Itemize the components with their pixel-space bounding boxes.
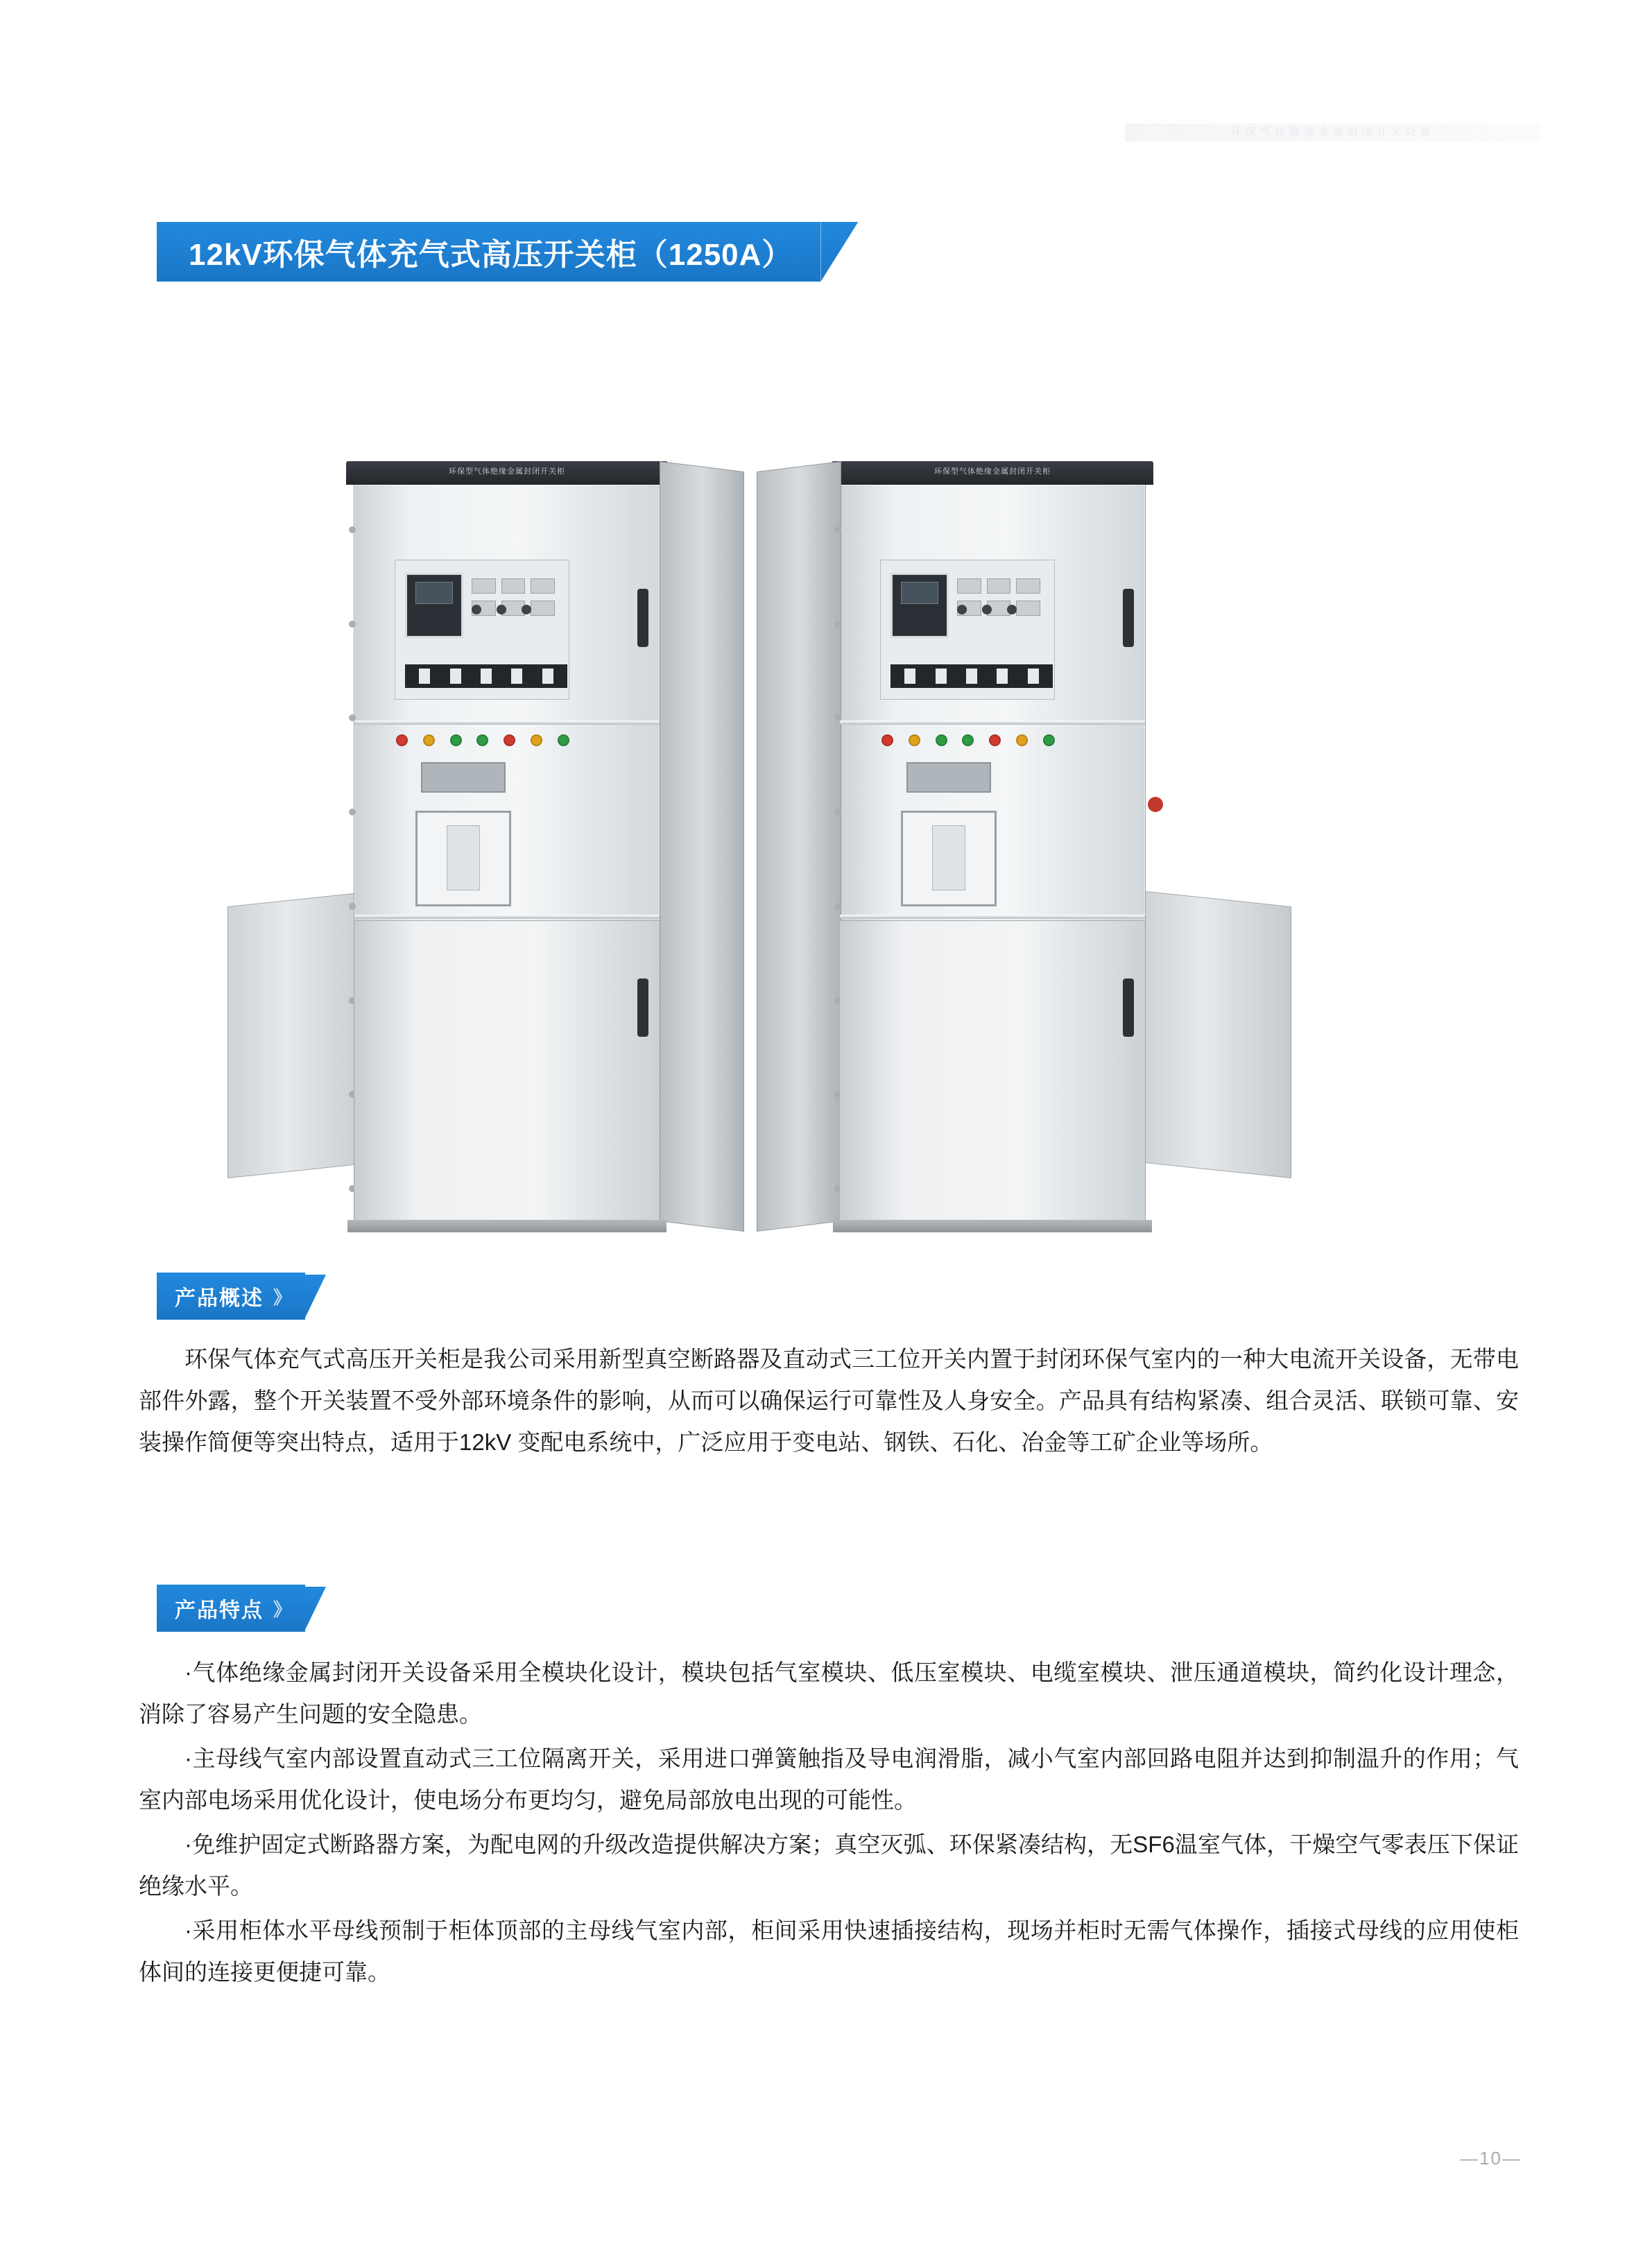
cabinet-right-side-extension [1144,891,1291,1178]
paragraph: ·主母线气室内部设置直动式三工位隔离开关，采用进口弹簧触指及导电润滑脂，减小气室内部回路电阻并达到抑制温升的作用；气室内部电场采用优化设计，使电场分布更均匀，避免局部放电出现的可能性。 [139,1746,1519,1813]
chevron-right-icon: 》 [273,1286,293,1308]
protection-relay-icon-right [890,573,949,638]
cabinet-right-body [839,467,1146,1221]
title-banner-tail [820,222,858,282]
product-photo [333,374,1325,1221]
switchgear-cabinet-left [354,467,660,1221]
cabinet-left-upper-handle [637,589,648,647]
cabinet-left-view-window [421,762,506,793]
cabinet-left-terminal-strip [405,664,567,688]
section-heading-overview-tail [305,1275,326,1318]
cabinet-right-lower-handle [1123,979,1134,1037]
cabinet-right-top-cap [832,461,1153,485]
section-heading-features [157,1587,326,1630]
cabinet-left-side-panel [660,461,744,1232]
section-heading-overview-label [157,1273,305,1320]
cabinet-left-seam-upper [354,721,660,725]
page-number: —10— [1460,2148,1522,2169]
cabinet-right-indicator-dots [957,605,1017,614]
cabinet-right-seam-lower [840,915,1145,919]
cabinet-right-seam-upper [840,721,1145,725]
paragraph: ·气体绝缘金属封闭开关设备采用全模块化设计，模块包括气室模块、低压室模块、电缆室模块、泄压通道模块，简约化设计理念，消除了容易产生问题的安全隐患。 [139,1660,1519,1727]
page-title: 12kV环保气体充气式高压开关柜（1250A） [189,238,793,272]
cabinet-left-body [354,467,660,1221]
page-title-banner [157,222,858,282]
section-body-overview [139,1338,1519,1466]
cabinet-top-label-right: 环保型气体绝缘金属封闭开关柜 [934,467,1051,476]
cabinet-left-cable-compartment-door [354,920,660,1221]
section-heading-overview [157,1275,326,1318]
section-features-title: 产品特点 [175,1599,264,1622]
protection-relay-icon [405,573,463,638]
cabinet-right-side-panel [757,461,841,1232]
cabinet-right-terminal-strip [890,664,1053,688]
cabinet-right-upper-handle [1123,589,1134,647]
cabinet-left-relay-panel [395,560,569,700]
chevron-right-icon: 》 [273,1598,293,1620]
cabinet-left-top-cap [346,461,668,485]
cabinet-right-indicator-row [881,734,1055,746]
emergency-stop-icon [1148,797,1163,812]
paragraph: ·免维护固定式断路器方案，为配电网的升级改造提供解决方案；真空灭弧、环保紧凑结构，无SF6温室气体，干燥空气零表压下保证绝缘水平。 [139,1832,1519,1899]
cabinet-left-seam-lower [354,915,660,919]
cabinet-right-operation-window [901,811,997,906]
cabinet-right-view-window [906,762,991,793]
paragraph: 环保气体充气式高压开关柜是我公司采用新型真空断路器及直动式三工位开关内置于封闭环保气室内的一种大电流开关设备，无带电部件外露，整个开关装置不受外部环境条件的影响，从而可以确保运行可靠性及人身安全。产品具有结构紧凑、组合灵活、联锁可靠、安装操作简便等突出特点，适用于12kV 变配电系统中，广泛应用于变电站、钢铁、石化、冶金等工矿企业等场所。 [139,1346,1519,1455]
title-bar [157,222,820,282]
section-heading-features-tail [305,1587,326,1630]
section-overview-title: 产品概述 [175,1287,264,1310]
cabinet-right-cable-compartment-door [840,920,1145,1221]
cabinet-right-relay-panel [880,560,1055,700]
section-heading-features-label [157,1585,305,1632]
cabinet-left-indicator-dots [472,605,531,614]
paragraph: ·采用柜体水平母线预制于柜体顶部的主母线气室内部，柜间采用快速插接结构，现场并柜时无需气体操作，插接式母线的应用使柜体间的连接更便捷可靠。 [139,1917,1519,1985]
switchgear-cabinet-right [839,467,1146,1221]
cabinet-left-plinth [347,1220,666,1232]
cabinet-right-plinth [833,1220,1152,1232]
section-body-features [139,1652,1519,1996]
watermark-text: 环保气体绝缘金属封闭开关设备 [1125,123,1541,141]
cabinet-top-label: 环保型气体绝缘金属封闭开关柜 [449,467,565,476]
cabinet-left-lower-handle [637,979,648,1037]
cabinet-left-operation-window [415,811,511,906]
cabinet-left-indicator-row [396,734,569,746]
